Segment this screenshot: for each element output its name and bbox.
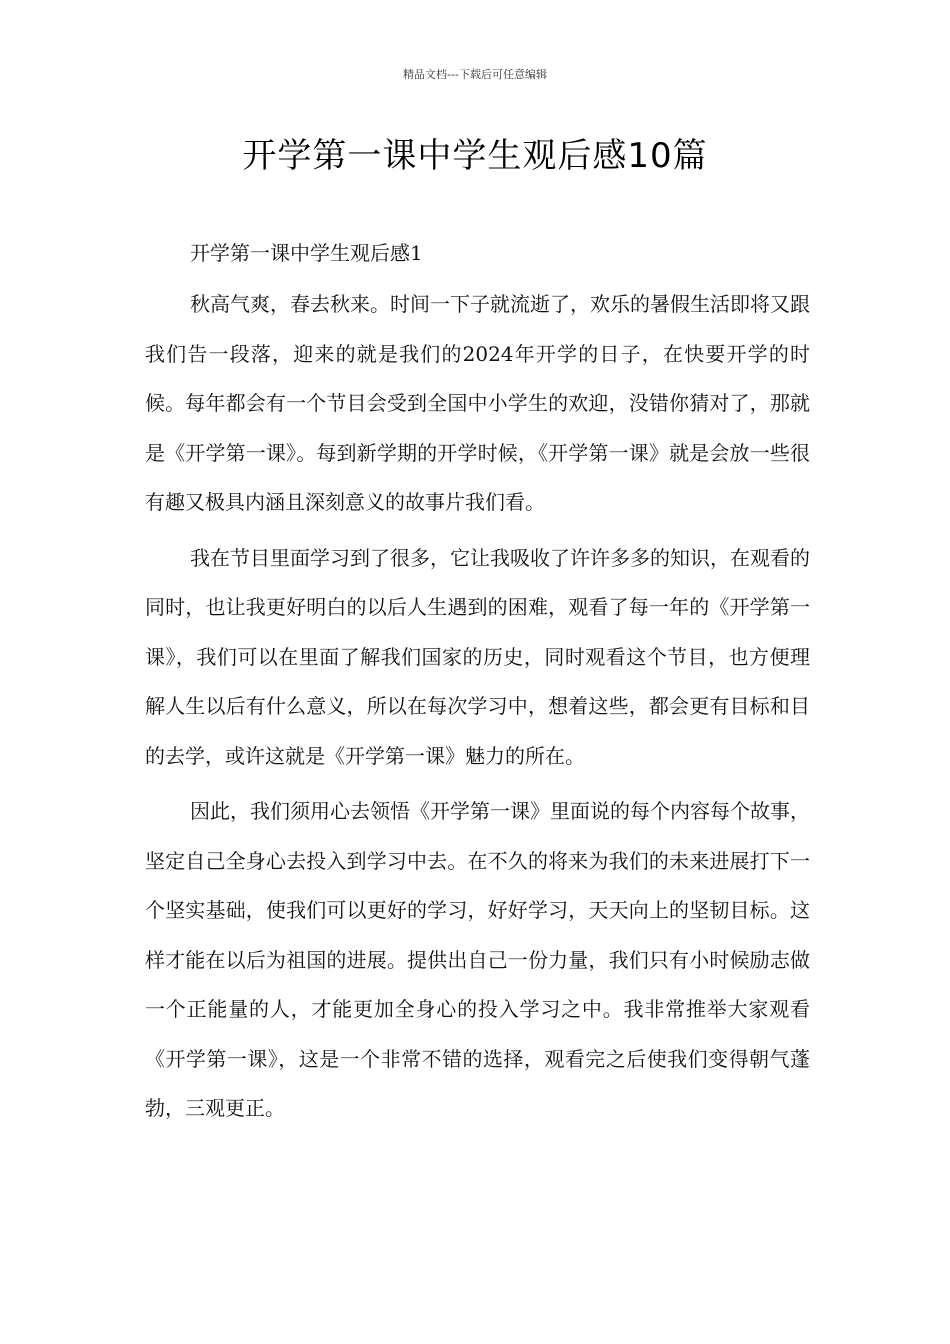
paragraph: 因此，我们须用心去领悟《开学第一课》里面说的每个内容每个故事，坚定自己全身心去投入到学习中去。在不久的将来为我们的未来进展打下一个坚实基础，使我们可以更好的学习，好好学习，天天向上的坚韧目标。这样才能在以后为祖国的进展。提供出自己一份力量，我们只有小时候励志做一个正能量的人，才能更加全身心的投入学习之中。我非常推举大家观看《开学第一课》，这是一个非常不错的选择，观看完之后使我们变得朝气蓬勃，三观更正。 [145, 799, 810, 1120]
header-note: 精品文档---下载后可任意编辑 [403, 68, 547, 81]
document-body [145, 232, 810, 1134]
paragraph: 秋高气爽，春去秋来。时间一下子就流逝了，欢乐的暑假生活即将又跟我们告一段落，迎来的就是我们的2024年开学的日子，在快要开学的时候。每年都会有一个节目会受到全国中小学生的欢迎，没错你猜对了，那就是《开学第一课》。每到新学期的开学时候，《开学第一课》就是会放一些很有趣又极具内涵且深刻意义的故事片我们看。 [145, 292, 810, 514]
document-title: 开学第一课中学生观后感10篇 [242, 136, 708, 176]
section-heading: 开学第一课中学生观后感1 [190, 241, 423, 265]
paragraph: 我在节目里面学习到了很多，它让我吸收了许许多多的知识，在观看的同时，也让我更好明白的以后人生遇到的困难，观看了每一年的《开学第一课》，我们可以在里面了解我们国家的历史，同时观看这个节目，也方便理解人生以后有什么意义，所以在每次学习中，想着这些，都会更有目标和目的去学，或许这就是《开学第一课》魅力的所在。 [145, 545, 810, 768]
